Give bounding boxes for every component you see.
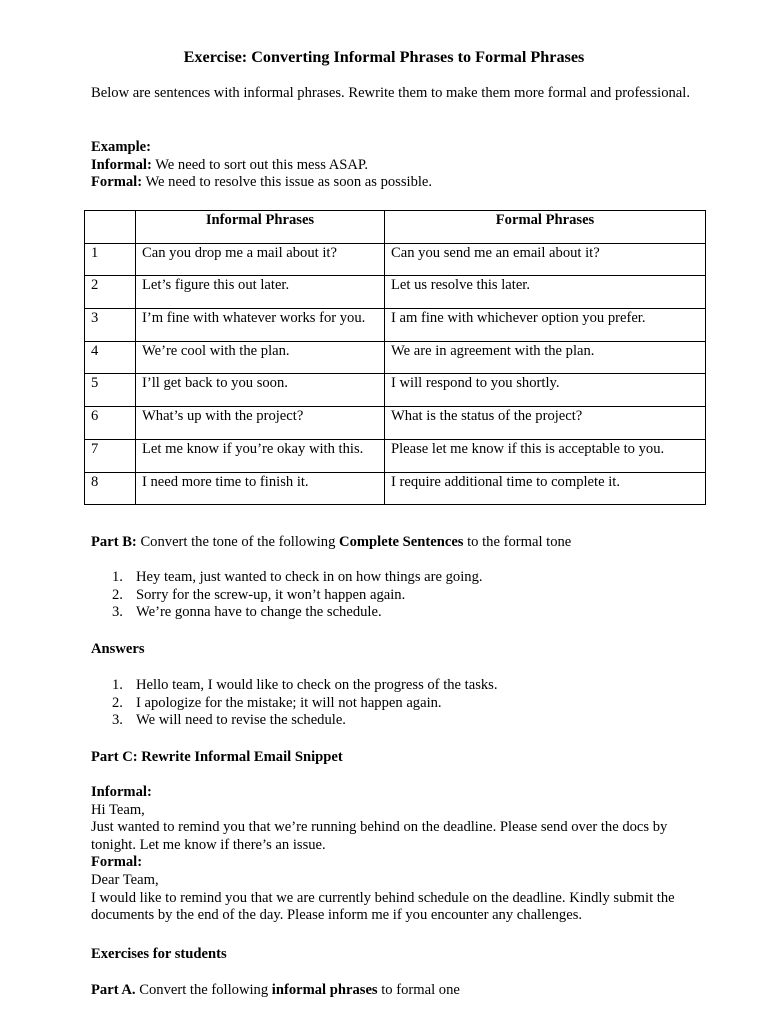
row-number: 2 <box>85 276 136 309</box>
formal-body: I would like to remind you that we are currently behind schedule on the deadline. Kindly submit the documents by the end of the day. Please inform me if you encounter any challenges. <box>91 889 675 924</box>
row-number: 7 <box>85 439 136 472</box>
informal-cell: I need more time to finish it. <box>136 472 385 505</box>
formal-cell: I will respond to you shortly. <box>385 374 706 407</box>
informal-cell: Can you drop me a mail about it? <box>136 243 385 276</box>
table-row <box>85 407 706 440</box>
table-row <box>85 243 706 276</box>
informal-cell: Let’s figure this out later. <box>136 276 385 309</box>
table-row <box>85 374 706 407</box>
informal-label: Informal: <box>91 784 152 800</box>
header-number <box>85 211 136 244</box>
list-item: 3. We’re gonna have to change the schedule. <box>112 604 382 621</box>
informal-cell: I’m fine with whatever works for you. <box>136 309 385 342</box>
informal-cell: Let me know if you’re okay with this. <box>136 439 385 472</box>
row-number: 4 <box>85 341 136 374</box>
part-a-instruction: Part A. Convert the following informal phrases to formal one <box>91 982 460 998</box>
formal-greeting: Dear Team, <box>91 871 159 888</box>
formal-cell: We are in agreement with the plan. <box>385 341 706 374</box>
answers-list <box>91 677 691 730</box>
row-number: 1 <box>85 243 136 276</box>
example-formal: Formal: We need to resolve this issue as soon as possible. <box>91 174 433 191</box>
table-row <box>85 472 706 505</box>
formal-cell: I am fine with whichever option you prefer. <box>385 309 706 342</box>
formal-cell: Can you send me an email about it? <box>385 243 706 276</box>
list-item: 2. Sorry for the screw-up, it won’t happen again. <box>112 586 406 603</box>
part-b-instruction: Part B: Convert the tone of the following Complete Sentences to the formal tone <box>91 534 572 550</box>
formal-cell: Let us resolve this later. <box>385 276 706 309</box>
informal-cell: We’re cool with the plan. <box>136 341 385 374</box>
formal-cell: I require additional time to complete it. <box>385 472 706 505</box>
table-row <box>85 341 706 374</box>
table-header-row <box>85 211 706 244</box>
informal-greeting: Hi Team, <box>91 801 145 818</box>
part-c-heading: Part C: Rewrite Informal Email Snippet <box>91 749 343 765</box>
row-number: 8 <box>85 472 136 505</box>
email-snippet <box>91 784 691 925</box>
list-item: 1. Hey team, just wanted to check in on how things are going. <box>112 569 483 585</box>
intro-paragraph: Below are sentences with informal phrases. Rewrite them to make them more formal and professional. <box>91 85 690 101</box>
part-b-list <box>91 569 691 622</box>
table-row <box>85 439 706 472</box>
row-number: 6 <box>85 407 136 440</box>
header-formal: Formal Phrases <box>385 211 706 244</box>
answers-heading: Answers <box>91 641 145 657</box>
list-item: 3. We will need to revise the schedule. <box>112 712 346 729</box>
informal-cell: What’s up with the project? <box>136 407 385 440</box>
example-heading: Example: <box>91 139 151 155</box>
exercises-heading: Exercises for students <box>91 946 227 962</box>
header-informal: Informal Phrases <box>136 211 385 244</box>
row-number: 3 <box>85 309 136 342</box>
formal-cell: What is the status of the project? <box>385 407 706 440</box>
formal-cell: Please let me know if this is acceptable to you. <box>385 439 706 472</box>
example-informal: Informal: We need to sort out this mess ASAP. <box>91 156 369 173</box>
row-number: 5 <box>85 374 136 407</box>
formal-label: Formal: <box>91 854 143 871</box>
informal-cell: I’ll get back to you soon. <box>136 374 385 407</box>
table-row <box>85 309 706 342</box>
list-item: 2. I apologize for the mistake; it will not happen again. <box>112 694 442 711</box>
phrases-table <box>84 210 706 505</box>
table-row <box>85 276 706 309</box>
informal-body: Just wanted to remind you that we’re running behind on the deadline. Please send over the docs by tonight. Let me know if there’s an issue. <box>91 819 668 853</box>
list-item: 1. Hello team, I would like to check on the progress of the tasks. <box>112 677 498 693</box>
example-block <box>91 139 691 192</box>
document-title: Exercise: Converting Informal Phrases to Formal Phrases <box>183 48 585 66</box>
